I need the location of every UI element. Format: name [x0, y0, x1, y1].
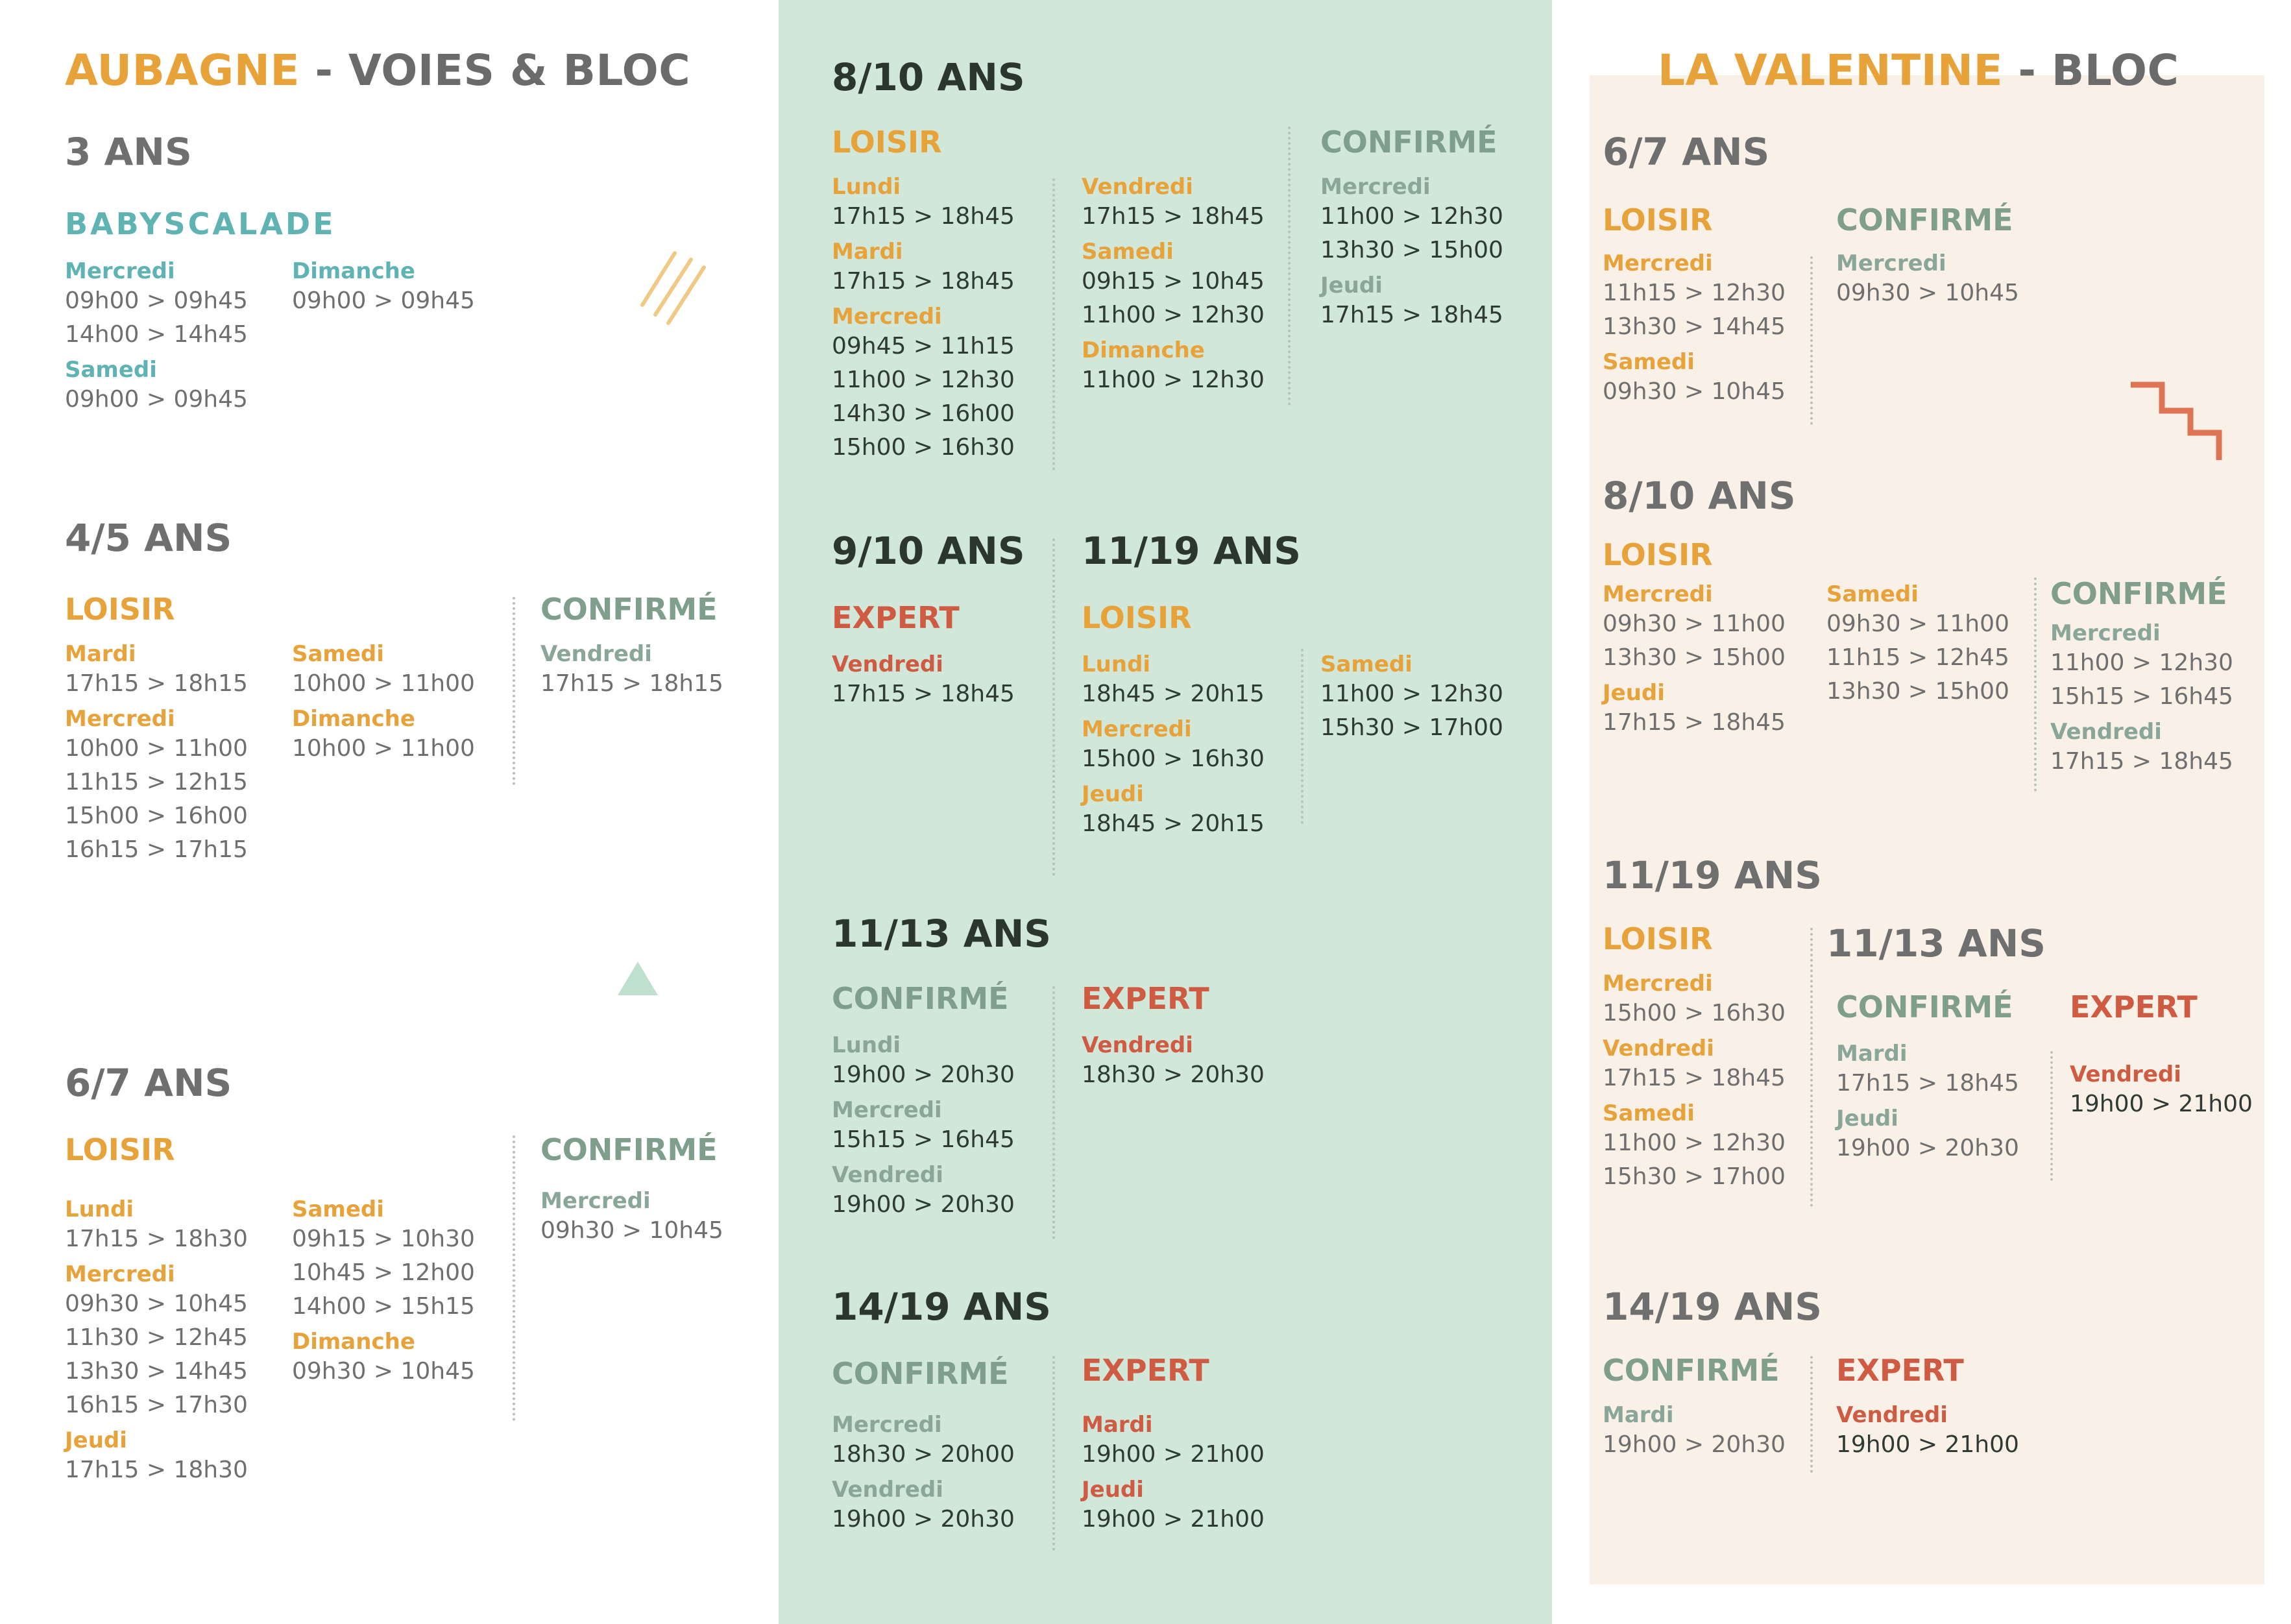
day-label: Vendredi: [1836, 1402, 1948, 1428]
time-slot: 14h00 > 14h45: [65, 321, 248, 348]
day-label: Mercredi: [1320, 174, 1431, 200]
day-block: [540, 641, 723, 701]
age-heading: 11/13 ANS: [832, 912, 1052, 956]
time-slot: 19h00 > 21h00: [1836, 1431, 2019, 1458]
day-block: [832, 304, 1015, 465]
level-confirme: CONFIRMÉ: [832, 981, 1009, 1016]
day-label: Mercredi: [1082, 716, 1192, 742]
day-label: Lundi: [832, 174, 901, 200]
day-block: [1082, 781, 1265, 841]
day-block: [832, 651, 1015, 711]
day-block: [832, 1097, 1015, 1157]
time-slot: 17h15 > 18h45: [1320, 302, 1503, 328]
diagonal-stripes-icon: [636, 240, 714, 331]
time-slot: 13h30 > 14h45: [1603, 313, 1786, 340]
time-slot: 11h15 > 12h15: [65, 769, 248, 795]
time-slot: 18h45 > 20h15: [1082, 810, 1265, 837]
time-slot: 11h00 > 12h30: [1082, 302, 1265, 328]
time-slot: 09h00 > 09h45: [65, 287, 248, 314]
day-label: Samedi: [292, 1196, 384, 1222]
time-slot: 10h00 > 11h00: [292, 735, 475, 762]
column-divider: [2034, 577, 2037, 792]
level-expert: EXPERT: [1082, 981, 1209, 1016]
time-slot: 13h30 > 15h00: [1320, 237, 1503, 263]
day-label: Mercredi: [1603, 971, 1713, 997]
day-label: Lundi: [1082, 651, 1151, 677]
schedule-col: [65, 637, 248, 872]
day-block: [1320, 273, 1503, 332]
day-label: Mercredi: [1603, 250, 1713, 276]
level-loisir: LOISIR: [1603, 202, 1713, 237]
column-divider: [1052, 539, 1055, 876]
time-slot: 15h30 > 17h00: [1320, 714, 1503, 741]
schedule-col: [1320, 170, 1503, 337]
day-label: Jeudi: [1082, 781, 1144, 807]
triangle-icon: [616, 960, 659, 997]
day-label: Dimanche: [292, 258, 415, 284]
column-divider: [1810, 1356, 1813, 1473]
schedule-col: [1082, 1028, 1265, 1097]
schedule-col: [1603, 967, 1786, 1199]
column-divider: [1288, 127, 1291, 406]
time-slot: 11h00 > 12h30: [2050, 649, 2233, 676]
level-loisir: LOISIR: [65, 592, 175, 627]
day-block: [1603, 1402, 1786, 1462]
aubagne-title-city: AUBAGNE: [65, 45, 300, 95]
age-heading: 6/7 ANS: [65, 1061, 232, 1105]
schedule-col: [1320, 648, 1503, 750]
level-confirme: CONFIRMÉ: [1320, 125, 1497, 160]
day-label: Vendredi: [540, 641, 652, 667]
day-block: [292, 1196, 475, 1324]
schedule-col: [65, 254, 248, 422]
day-label: Mercredi: [65, 258, 175, 284]
level-babyscalade: BABYSCALADE: [65, 206, 336, 241]
time-slot: 18h30 > 20h30: [1082, 1061, 1265, 1088]
day-block: [1082, 239, 1265, 332]
day-label: Jeudi: [1320, 273, 1383, 298]
day-label: Mardi: [832, 239, 903, 265]
day-block: [1082, 1412, 1265, 1472]
time-slot: 09h45 > 11h15: [832, 333, 1015, 359]
day-block: [65, 706, 248, 867]
day-label: Vendredi: [832, 1162, 943, 1188]
time-slot: 16h15 > 17h30: [65, 1392, 248, 1418]
age-heading: 3 ANS: [65, 130, 192, 174]
day-label: Mardi: [1082, 1412, 1153, 1438]
schedule-col: [292, 254, 475, 323]
time-slot: 15h15 > 16h45: [832, 1126, 1015, 1153]
time-slot: 18h30 > 20h00: [832, 1441, 1015, 1468]
level-expert: EXPERT: [1836, 1353, 1964, 1388]
level-confirme: CONFIRMÉ: [2050, 576, 2227, 611]
time-slot: 19h00 > 20h30: [1603, 1431, 1786, 1458]
day-block: [1082, 337, 1265, 397]
valentine-title-city: LA VALENTINE: [1658, 45, 2004, 95]
day-label: Samedi: [1603, 1100, 1695, 1126]
day-label: Vendredi: [1082, 174, 1193, 200]
time-slot: 19h00 > 20h30: [832, 1506, 1015, 1533]
level-loisir: LOISIR: [65, 1132, 175, 1167]
day-block: [65, 1196, 248, 1256]
time-slot: 10h45 > 12h00: [292, 1259, 475, 1286]
time-slot: 17h15 > 18h15: [65, 670, 248, 697]
aubagne-title: [65, 45, 690, 95]
time-slot: 16h15 > 17h15: [65, 836, 248, 863]
schedule-col: [292, 637, 475, 771]
day-label: Mercredi: [2050, 620, 2161, 646]
day-block: [1320, 651, 1503, 745]
day-label: Vendredi: [1082, 1032, 1193, 1058]
time-slot: 17h15 > 18h45: [2050, 748, 2233, 775]
day-block: [1836, 1041, 2019, 1100]
time-slot: 17h15 > 18h30: [65, 1226, 248, 1252]
time-slot: 15h00 > 16h30: [832, 434, 1015, 461]
valentine-title: [1658, 45, 2179, 95]
day-block: [2050, 620, 2233, 714]
time-slot: 09h15 > 10h45: [1082, 268, 1265, 295]
schedule-col: [1836, 1037, 2019, 1170]
time-slot: 09h00 > 09h45: [65, 386, 248, 413]
day-block: [65, 641, 248, 701]
day-label: Dimanche: [292, 1329, 415, 1355]
aubagne-title-rest: - VOIES & BLOC: [300, 45, 691, 95]
time-slot: 11h15 > 12h45: [1826, 644, 2009, 671]
day-block: [540, 1188, 723, 1248]
age-heading: 6/7 ANS: [1603, 130, 1770, 174]
valentine-title-rest: - BLOC: [2003, 45, 2179, 95]
time-slot: 11h00 > 12h30: [1082, 367, 1265, 393]
time-slot: 19h00 > 20h30: [1836, 1135, 2019, 1161]
time-slot: 15h00 > 16h30: [1603, 1000, 1786, 1026]
time-slot: 19h00 > 20h30: [832, 1191, 1015, 1218]
time-slot: 10h00 > 11h00: [292, 670, 475, 697]
schedule-col: [1603, 577, 1786, 745]
day-label: Mercredi: [1603, 581, 1713, 607]
schedule-col: [1836, 247, 2019, 315]
time-slot: 13h30 > 14h45: [65, 1358, 248, 1385]
time-slot: 17h15 > 18h45: [1082, 203, 1265, 230]
time-slot: 17h15 > 18h15: [540, 670, 723, 697]
column-divider: [1301, 649, 1303, 824]
day-label: Vendredi: [832, 651, 943, 677]
level-confirme: CONFIRMÉ: [540, 1132, 718, 1167]
level-confirme: CONFIRMÉ: [832, 1356, 1009, 1391]
column-divider: [1810, 256, 1813, 425]
level-confirme: CONFIRMÉ: [1836, 989, 2013, 1024]
day-block: [1603, 680, 1786, 740]
day-block: [1603, 250, 1786, 344]
day-block: [1320, 174, 1503, 267]
level-confirme: CONFIRMÉ: [540, 592, 718, 627]
time-slot: 19h00 > 21h00: [1082, 1441, 1265, 1468]
day-label: Vendredi: [2050, 719, 2162, 745]
age-heading: 14/19 ANS: [1603, 1285, 1823, 1329]
day-block: [2050, 719, 2233, 779]
time-slot: 17h15 > 18h30: [65, 1457, 248, 1483]
column-divider: [513, 597, 515, 785]
time-slot: 09h15 > 10h30: [292, 1226, 475, 1252]
day-label: Mercredi: [832, 304, 942, 330]
time-slot: 11h00 > 12h30: [1320, 681, 1503, 707]
day-label: Mardi: [65, 641, 136, 667]
time-slot: 10h00 > 11h00: [65, 735, 248, 762]
day-block: [65, 1261, 248, 1422]
day-label: Lundi: [65, 1196, 134, 1222]
level-confirme: CONFIRMÉ: [1603, 1353, 1780, 1388]
age-heading: 4/5 ANS: [65, 516, 232, 560]
day-label: Samedi: [1320, 651, 1412, 677]
time-slot: 19h00 > 21h00: [1082, 1506, 1265, 1533]
schedule-col: [1826, 577, 2009, 714]
schedule-col: [832, 170, 1015, 470]
day-block: [1082, 651, 1265, 711]
column-divider: [1052, 1356, 1055, 1551]
day-block: [292, 641, 475, 701]
time-slot: 09h30 > 10h45: [1836, 280, 2019, 306]
time-slot: 09h30 > 11h00: [1826, 611, 2009, 637]
day-block: [1826, 581, 2009, 709]
time-slot: 11h00 > 12h30: [1603, 1130, 1786, 1156]
day-block: [1836, 1106, 2019, 1165]
day-block: [292, 706, 475, 766]
day-block: [832, 239, 1015, 298]
time-slot: 15h00 > 16h00: [65, 803, 248, 829]
time-slot: 17h15 > 18h45: [832, 268, 1015, 295]
day-block: [832, 1162, 1015, 1222]
schedule-col: [540, 1184, 723, 1253]
schedule-col: [2050, 616, 2233, 784]
time-slot: 19h00 > 20h30: [832, 1061, 1015, 1088]
day-label: Mercredi: [65, 706, 175, 732]
day-block: [292, 258, 475, 318]
schedule-col: [1603, 247, 1786, 414]
day-label: Dimanche: [1082, 337, 1205, 363]
day-label: Jeudi: [1603, 680, 1665, 706]
schedule-col: [832, 648, 1015, 716]
age-heading: 8/10 ANS: [832, 55, 1025, 99]
day-label: Vendredi: [2070, 1061, 2181, 1087]
day-block: [1082, 174, 1265, 234]
time-slot: 13h30 > 15h00: [1826, 678, 2009, 705]
day-label: Mercredi: [540, 1188, 651, 1214]
day-label: Mardi: [1836, 1041, 1908, 1067]
age-heading: 11/13 ANS: [1826, 921, 2046, 965]
time-slot: 13h30 > 15h00: [1603, 644, 1786, 671]
day-label: Mercredi: [832, 1412, 942, 1438]
age-heading: 11/19 ANS: [1082, 529, 1302, 573]
column-divider: [2050, 1051, 2053, 1181]
day-block: [1082, 1477, 1265, 1536]
day-block: [1603, 349, 1786, 409]
column-divider: [1052, 178, 1055, 470]
time-slot: 11h00 > 12h30: [832, 367, 1015, 393]
day-label: Vendredi: [832, 1477, 943, 1503]
time-slot: 09h30 > 10h45: [540, 1217, 723, 1244]
day-label: Dimanche: [292, 706, 415, 732]
day-block: [1082, 1032, 1265, 1092]
schedule-col: [1603, 1398, 1786, 1467]
day-label: Jeudi: [65, 1427, 127, 1453]
day-label: Mercredi: [832, 1097, 942, 1123]
level-expert: EXPERT: [1082, 1353, 1209, 1388]
time-slot: 15h15 > 16h45: [2050, 683, 2233, 710]
time-slot: 15h30 > 17h00: [1603, 1163, 1786, 1190]
time-slot: 18h45 > 20h15: [1082, 681, 1265, 707]
column-divider: [1052, 986, 1055, 1239]
day-label: Vendredi: [1603, 1036, 1714, 1061]
time-slot: 11h15 > 12h30: [1603, 280, 1786, 306]
day-label: Samedi: [292, 641, 384, 667]
time-slot: 09h30 > 10h45: [292, 1358, 475, 1385]
time-slot: 09h30 > 10h45: [65, 1291, 248, 1317]
schedule-col: [1082, 1408, 1265, 1542]
level-loisir: LOISIR: [832, 125, 942, 160]
day-block: [65, 1427, 248, 1487]
day-label: Samedi: [1082, 239, 1174, 265]
time-slot: 11h00 > 12h30: [1320, 203, 1503, 230]
level-confirme: CONFIRMÉ: [1836, 202, 2013, 237]
day-block: [2070, 1061, 2253, 1121]
time-slot: 14h30 > 16h00: [832, 400, 1015, 427]
day-label: Jeudi: [1082, 1477, 1144, 1503]
schedule-col: [1836, 1398, 2019, 1467]
age-heading: 11/19 ANS: [1603, 853, 1823, 897]
day-block: [832, 1477, 1015, 1536]
age-heading: 8/10 ANS: [1603, 474, 1796, 518]
level-loisir: LOISIR: [1603, 537, 1713, 572]
time-slot: 09h30 > 11h00: [1603, 611, 1786, 637]
day-block: [1836, 1402, 2019, 1462]
day-block: [1603, 581, 1786, 675]
day-label: Samedi: [1826, 581, 1919, 607]
day-block: [1603, 971, 1786, 1030]
level-expert: EXPERT: [2070, 989, 2198, 1024]
time-slot: 11h30 > 12h45: [65, 1324, 248, 1351]
day-block: [292, 1329, 475, 1388]
schedule-col: [2070, 1058, 2253, 1126]
day-label: Mercredi: [65, 1261, 175, 1287]
schedule-col: [1082, 648, 1265, 846]
age-heading: 9/10 ANS: [832, 529, 1025, 573]
time-slot: 09h00 > 09h45: [292, 287, 475, 314]
day-label: Samedi: [65, 357, 157, 383]
schedule-col: [540, 637, 723, 706]
day-label: Lundi: [832, 1032, 901, 1058]
day-label: Mardi: [1603, 1402, 1674, 1428]
day-block: [1603, 1036, 1786, 1095]
time-slot: 17h15 > 18h45: [1603, 1065, 1786, 1091]
day-label: Jeudi: [1836, 1106, 1898, 1132]
time-slot: 19h00 > 21h00: [2070, 1091, 2253, 1117]
column-divider: [513, 1135, 515, 1421]
schedule-col: [832, 1028, 1015, 1227]
schedule-col: [65, 1193, 248, 1492]
day-block: [65, 357, 248, 417]
time-slot: 17h15 > 18h45: [1836, 1070, 2019, 1097]
day-label: Samedi: [1603, 349, 1695, 375]
time-slot: 15h00 > 16h30: [1082, 745, 1265, 772]
level-loisir: LOISIR: [1603, 921, 1713, 956]
day-block: [1603, 1100, 1786, 1194]
day-block: [832, 1032, 1015, 1092]
stairs-icon: [2128, 380, 2225, 464]
age-heading: 14/19 ANS: [832, 1285, 1052, 1329]
time-slot: 17h15 > 18h45: [832, 681, 1015, 707]
level-loisir: LOISIR: [1082, 600, 1192, 635]
time-slot: 09h30 > 10h45: [1603, 378, 1786, 405]
schedule-col: [1082, 170, 1265, 402]
time-slot: 17h15 > 18h45: [832, 203, 1015, 230]
level-expert: EXPERT: [832, 600, 960, 635]
schedule-col: [292, 1193, 475, 1394]
time-slot: 14h00 > 15h15: [292, 1293, 475, 1320]
column-divider: [1810, 928, 1813, 1207]
day-label: Mercredi: [1836, 250, 1946, 276]
day-block: [65, 258, 248, 352]
day-block: [1082, 716, 1265, 776]
day-block: [832, 174, 1015, 234]
time-slot: 17h15 > 18h45: [1603, 709, 1786, 736]
day-block: [1836, 250, 2019, 310]
day-block: [832, 1412, 1015, 1472]
schedule-col: [832, 1408, 1015, 1542]
